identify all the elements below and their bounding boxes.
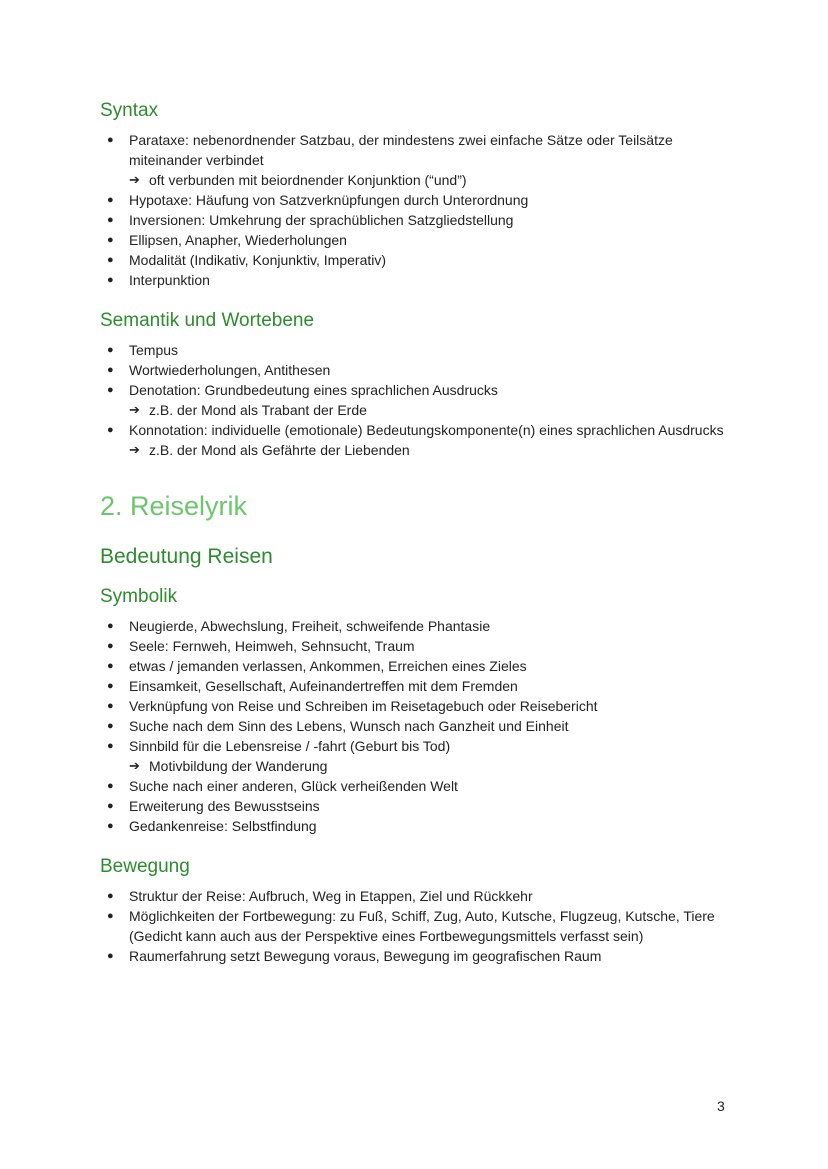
arrow-right-icon: ➔ <box>129 172 140 187</box>
list-item <box>100 716 740 736</box>
heading-symbolik: Symbolik <box>100 586 178 607</box>
bullet-icon: ● <box>107 890 114 902</box>
list-item <box>100 676 740 696</box>
bullet-icon: ● <box>107 364 114 376</box>
list-item <box>100 696 740 716</box>
list-item <box>100 340 740 360</box>
chapter-title: 2. Reiselyrik <box>100 491 248 521</box>
bullet-icon: ● <box>107 720 114 732</box>
bullet-icon: ● <box>107 254 114 266</box>
list-item-text: Raumerfahrung setzt Bewegung voraus, Bewegung im geografischen Raum <box>129 948 602 964</box>
list-item <box>100 380 740 420</box>
list-item <box>100 656 740 676</box>
list-item-text: Ellipsen, Anapher, Wiederholungen <box>129 232 347 248</box>
list-item-text: Gedankenreise: Selbstfindung <box>129 818 317 834</box>
arrow-right-icon: ➔ <box>129 402 140 417</box>
list-item-text: Denotation: Grundbedeutung eines sprachlichen Ausdrucks <box>129 382 498 398</box>
list-item-text: Sinnbild für die Lebensreise / -fahrt (Geburt bis Tod) <box>129 738 451 754</box>
list-item <box>100 796 740 816</box>
list-item <box>100 210 740 230</box>
list-item <box>100 906 740 946</box>
bullet-icon: ● <box>107 214 114 226</box>
bullet-icon: ● <box>107 780 114 792</box>
list-item-text: Struktur der Reise: Aufbruch, Weg in Etappen, Ziel und Rückkehr <box>129 888 533 904</box>
list-item <box>100 946 740 966</box>
list-item-text: Verknüpfung von Reise und Schreiben im Reisetagebuch oder Reisebericht <box>129 698 598 714</box>
bullet-icon: ● <box>107 134 114 146</box>
list-semantik <box>100 340 740 460</box>
list-item-text: Modalität (Indikativ, Konjunktiv, Imperativ) <box>129 252 387 268</box>
list-item-text: Interpunktion <box>129 272 210 288</box>
list-item <box>100 420 740 460</box>
sub-item-text: z.B. der Mond als Gefährte der Liebenden <box>149 442 410 458</box>
list-item-text: Möglichkeiten der Fortbewegung: zu Fuß, Schiff, Zug, Auto, Kutsche, Flugzeug, Kutsche, Tiere (Gedicht kann auch aus der Perspektive eines Fortbewegungsmittels verfasst sein) <box>129 908 715 944</box>
list-item-text: Suche nach dem Sinn des Lebens, Wunsch nach Ganzheit und Einheit <box>129 718 569 734</box>
heading-syntax: Syntax <box>100 100 159 121</box>
sub-item-text: Motivbildung der Wanderung <box>149 758 328 774</box>
list-item-text: Seele: Fernweh, Heimweh, Sehnsucht, Traum <box>129 638 415 654</box>
heading-semantik: Semantik und Wortebene <box>100 310 315 331</box>
list-item <box>100 230 740 250</box>
list-item-text: Inversionen: Umkehrung der sprachüblichen Satzgliedstellung <box>129 212 514 228</box>
list-item-text: Suche nach einer anderen, Glück verheißenden Welt <box>129 778 458 794</box>
list-item <box>100 360 740 380</box>
list-item <box>100 130 740 190</box>
sub-item <box>129 440 740 460</box>
bullet-icon: ● <box>107 820 114 832</box>
bullet-icon: ● <box>107 640 114 652</box>
document-page <box>100 98 740 966</box>
bullet-icon: ● <box>107 950 114 962</box>
list-item <box>100 616 740 636</box>
heading-bewegung: Bewegung <box>100 856 190 877</box>
sub-item <box>129 756 740 776</box>
list-bewegung <box>100 886 740 966</box>
arrow-right-icon: ➔ <box>129 442 140 457</box>
bullet-icon: ● <box>107 424 114 436</box>
list-syntax <box>100 130 740 290</box>
bullet-icon: ● <box>107 740 114 752</box>
bullet-icon: ● <box>107 700 114 712</box>
list-item <box>100 250 740 270</box>
list-item-text: Einsamkeit, Gesellschaft, Aufeinandertreffen mit dem Fremden <box>129 678 518 694</box>
list-item <box>100 776 740 796</box>
list-item <box>100 190 740 210</box>
list-item-text: Hypotaxe: Häufung von Satzverknüpfungen durch Unterordnung <box>129 192 529 208</box>
list-item-text: Konnotation: individuelle (emotionale) Bedeutungskomponente(n) eines sprachlichen Ausdrucks <box>129 422 724 438</box>
list-item <box>100 636 740 656</box>
sub-item-text: oft verbunden mit beiordnender Konjunktion (“und”) <box>149 172 467 188</box>
bullet-icon: ● <box>107 194 114 206</box>
list-item-text: etwas / jemanden verlassen, Ankommen, Erreichen eines Zieles <box>129 658 527 674</box>
bullet-icon: ● <box>107 800 114 812</box>
heading-bedeutung-reisen: Bedeutung Reisen <box>100 545 273 568</box>
sub-item <box>129 400 740 420</box>
list-item <box>100 270 740 290</box>
sub-item <box>129 170 740 190</box>
arrow-right-icon: ➔ <box>129 758 140 773</box>
list-item <box>100 816 740 836</box>
list-item-text: Erweiterung des Bewusstseins <box>129 798 320 814</box>
list-item-text: Neugierde, Abwechslung, Freiheit, schweifende Phantasie <box>129 618 491 634</box>
bullet-icon: ● <box>107 620 114 632</box>
page-number: 3 <box>717 1098 725 1114</box>
list-symbolik <box>100 616 740 836</box>
bullet-icon: ● <box>107 274 114 286</box>
bullet-icon: ● <box>107 660 114 672</box>
bullet-icon: ● <box>107 384 114 396</box>
bullet-icon: ● <box>107 910 114 922</box>
bullet-icon: ● <box>107 680 114 692</box>
sub-item-text: z.B. der Mond als Trabant der Erde <box>149 402 367 418</box>
bullet-icon: ● <box>107 344 114 356</box>
bullet-icon: ● <box>107 234 114 246</box>
list-item-text: Tempus <box>129 342 179 358</box>
list-item <box>100 736 740 776</box>
list-item-text: Wortwiederholungen, Antithesen <box>129 362 331 378</box>
list-item-text: Parataxe: nebenordnender Satzbau, der mindestens zwei einfache Sätze oder Teilsätze miteinander verbindet <box>129 132 673 168</box>
list-item <box>100 886 740 906</box>
